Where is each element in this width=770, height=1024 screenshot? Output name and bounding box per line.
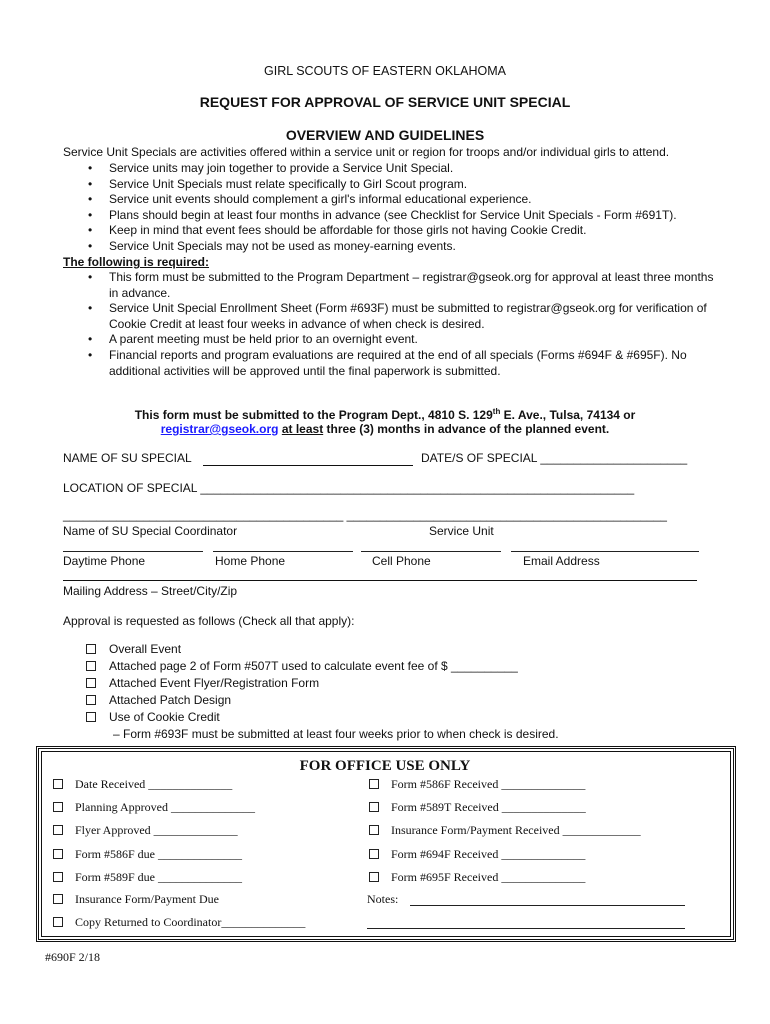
checkbox[interactable]: [53, 779, 63, 789]
daytime-phone-field[interactable]: [63, 551, 203, 552]
office-item-label: Insurance Form/Payment Received _____________: [391, 823, 641, 837]
option-label: Attached page 2 of Form #507T used to calculate event fee of $ __________: [109, 659, 518, 673]
office-notes-field-2[interactable]: [367, 928, 685, 929]
office-item-label: Form #589T Received ______________: [391, 800, 586, 814]
email-address-field[interactable]: [511, 551, 699, 552]
ordinal-suffix: th: [492, 407, 501, 416]
office-form-586f-due[interactable]: [53, 847, 242, 862]
checkbox[interactable]: [53, 872, 63, 882]
checkbox[interactable]: [53, 825, 63, 835]
submit-notice-line2: [0, 422, 770, 436]
office-item-label: Form #586F Received ______________: [391, 777, 586, 791]
checkbox[interactable]: [86, 712, 96, 722]
office-flyer-approved[interactable]: [53, 823, 238, 838]
office-item-label: Flyer Approved ______________: [75, 823, 238, 837]
checkbox[interactable]: [86, 678, 96, 688]
office-insurance-received[interactable]: [369, 823, 641, 838]
guideline-item: • Service Unit Specials may not be used as money-earning events.: [63, 239, 677, 255]
form-number-footer: #690F 2/18: [45, 950, 101, 964]
guideline-item: • Keep in mind that event fees should be affordable for those girls not having Cookie Credit.: [63, 223, 677, 239]
office-form-695f-received[interactable]: [369, 870, 585, 885]
mailing-address-label: Mailing Address – Street/City/Zip: [63, 584, 238, 598]
intro-text: Service Unit Specials are activities offered within a service unit or region for troops and/or individual girls to attend.: [63, 145, 670, 159]
location-row: [63, 481, 634, 495]
office-item-label: Insurance Form/Payment Due: [75, 892, 219, 906]
cell-phone-label: Cell Phone: [372, 554, 431, 568]
office-item-label: Date Received ______________: [75, 777, 233, 791]
checkbox[interactable]: [53, 802, 63, 812]
office-form-586f-received[interactable]: [369, 777, 585, 792]
office-item-label: Form #589F due ______________: [75, 870, 243, 884]
home-phone-label: Home Phone: [215, 554, 286, 568]
service-unit-label: Service Unit: [429, 524, 494, 538]
guidelines-list: [63, 161, 677, 255]
checkbox[interactable]: [86, 661, 96, 671]
submit-notice-line1: [0, 407, 770, 422]
submit-notice-text: This form must be submitted to the Program Dept., 4810 S. 129: [134, 408, 493, 422]
office-item-label: Copy Returned to Coordinator______________: [75, 915, 306, 929]
option-label: Attached Patch Design: [109, 693, 232, 707]
office-date-received[interactable]: [53, 777, 232, 792]
requirement-item: • Financial reports and program evaluations are required at the end of all specials (Forms #694F & #695F). No additional activities will be approved until the final paperwork is submitted.: [63, 348, 723, 379]
form-title: REQUEST FOR APPROVAL OF SERVICE UNIT SPECIAL: [199, 94, 571, 110]
org-name: GIRL SCOUTS OF EASTERN OKLAHOMA: [264, 64, 506, 78]
email-address-label: Email Address: [523, 554, 600, 568]
dates-of-special-field[interactable]: ______________________: [540, 451, 688, 465]
location-field[interactable]: _________________________________________________________________: [200, 481, 635, 495]
submit-notice-text: three (3) months in advance of the planned event.: [323, 422, 610, 436]
office-form-694f-received[interactable]: [369, 847, 585, 862]
checkbox[interactable]: [53, 894, 63, 904]
checkbox[interactable]: [53, 849, 63, 859]
registrar-email-link[interactable]: registrar@gseok.org: [160, 422, 279, 436]
approval-option-fee-page[interactable]: [86, 659, 518, 673]
coordinator-service-unit-field[interactable]: __________________________________________ ________________________________________________: [63, 508, 667, 522]
checkbox[interactable]: [369, 825, 379, 835]
checkbox[interactable]: [369, 779, 379, 789]
dates-of-special-label: [421, 451, 687, 465]
daytime-phone-label: Daytime Phone: [63, 554, 146, 568]
option-label: Attached Event Flyer/Registration Form: [109, 676, 320, 690]
location-label: LOCATION OF SPECIAL: [63, 481, 198, 495]
checkbox[interactable]: [369, 802, 379, 812]
at-least-text: at least: [281, 422, 324, 436]
guideline-item: • Service unit events should complement a girl's informal educational experience.: [63, 192, 677, 208]
approval-intro: Approval is requested as follows (Check all that apply):: [63, 614, 355, 628]
office-item-label: Form #694F Received ______________: [391, 847, 586, 861]
dates-label-text: DATE/S OF SPECIAL: [421, 451, 538, 465]
office-notes-label: Notes:: [367, 892, 399, 906]
office-notes-field[interactable]: [410, 905, 685, 906]
office-form-589t-received[interactable]: [369, 800, 586, 815]
office-copy-returned[interactable]: [53, 915, 305, 930]
office-planning-approved[interactable]: [53, 800, 255, 815]
checkbox[interactable]: [369, 872, 379, 882]
requirement-item: • This form must be submitted to the Program Department – registrar@gseok.org for approval at least three months in advance.: [63, 270, 723, 301]
checkbox[interactable]: [86, 695, 96, 705]
coordinator-name-label: Name of SU Special Coordinator: [63, 524, 238, 538]
approval-option-flyer[interactable]: [86, 676, 319, 690]
option-label: Use of Cookie Credit: [109, 710, 220, 724]
submit-notice-text: E. Ave., Tulsa, 74134 or: [500, 408, 636, 422]
cell-phone-field[interactable]: [361, 551, 501, 552]
guideline-item: • Service Unit Specials must relate specifically to Girl Scout program.: [63, 177, 677, 193]
overview-heading: OVERVIEW AND GUIDELINES: [285, 127, 485, 143]
name-of-su-special-field[interactable]: [203, 465, 413, 466]
requirement-item: • Service Unit Special Enrollment Sheet (Form #693F) must be submitted to registrar@gseok.org for verification of Cookie Credit at least four weeks in advance of when check is desired.: [63, 301, 723, 332]
option-label: Overall Event: [109, 642, 182, 656]
required-heading: The following is required:: [63, 255, 210, 269]
requirement-item: • A parent meeting must be held prior to an overnight event.: [63, 332, 723, 348]
mailing-address-field[interactable]: [63, 580, 697, 581]
guideline-item: • Plans should begin at least four months in advance (see Checklist for Service Unit Specials - Form #691T).: [63, 208, 677, 224]
office-item-label: Form #695F Received ______________: [391, 870, 586, 884]
office-form-589f-due[interactable]: [53, 870, 242, 885]
home-phone-field[interactable]: [213, 551, 353, 552]
checkbox[interactable]: [86, 644, 96, 654]
guideline-item: • Service units may join together to provide a Service Unit Special.: [63, 161, 677, 177]
checkbox[interactable]: [53, 917, 63, 927]
office-item-label: Planning Approved ______________: [75, 800, 255, 814]
office-item-label: Form #586F due ______________: [75, 847, 243, 861]
checkbox[interactable]: [369, 849, 379, 859]
office-use-heading: FOR OFFICE USE ONLY: [299, 758, 471, 774]
requirements-list: [63, 270, 723, 379]
office-use-box: [36, 746, 736, 942]
approval-option-cookie-credit[interactable]: [86, 710, 220, 724]
approval-option-patch[interactable]: [86, 693, 231, 707]
cookie-credit-note: – Form #693F must be submitted at least four weeks prior to when check is desired.: [113, 727, 559, 741]
name-of-su-special-label: NAME OF SU SPECIAL: [63, 451, 192, 465]
office-insurance-due[interactable]: [53, 892, 219, 907]
approval-option-overall-event[interactable]: [86, 642, 181, 656]
